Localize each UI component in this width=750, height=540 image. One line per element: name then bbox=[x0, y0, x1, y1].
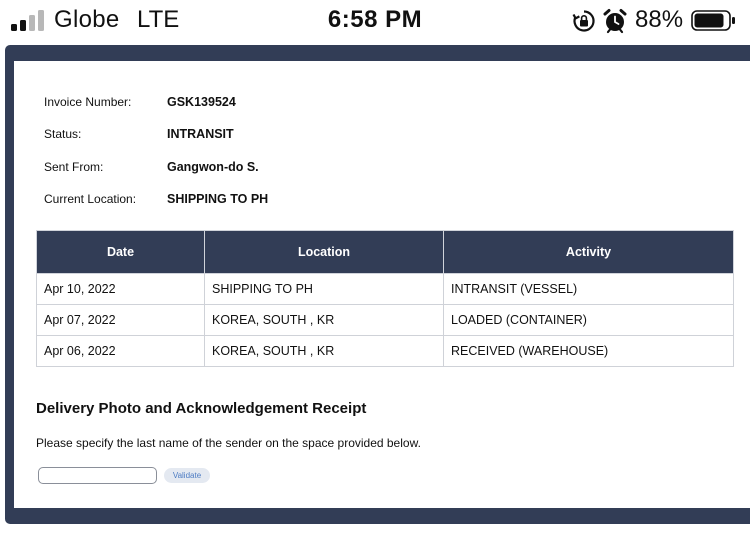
row-date: Apr 07, 2022 bbox=[37, 305, 205, 336]
clock: 6:58 PM bbox=[327, 6, 423, 33]
row-location: KOREA, SOUTH , KR bbox=[205, 336, 444, 367]
validate-button[interactable]: Validate bbox=[164, 468, 210, 483]
sent-from-value: Gangwon-do S. bbox=[167, 160, 259, 174]
sent-from-label: Sent From: bbox=[44, 160, 104, 174]
status-bar bbox=[0, 0, 750, 40]
row-date: Apr 06, 2022 bbox=[37, 336, 205, 367]
table-row bbox=[37, 336, 734, 367]
current-location-value: SHIPPING TO PH bbox=[167, 192, 269, 206]
row-location: SHIPPING TO PH bbox=[205, 274, 444, 305]
header-date: Date bbox=[37, 231, 205, 274]
delivery-instructions: Please specify the last name of the sender on the space provided below. bbox=[36, 436, 421, 450]
row-activity: INTRANSIT (VESSEL) bbox=[444, 274, 734, 305]
invoice-value: GSK139524 bbox=[167, 95, 236, 109]
delivery-section-title: Delivery Photo and Acknowledgement Receipt bbox=[36, 400, 367, 417]
header-location: Location bbox=[205, 231, 444, 274]
table-row bbox=[37, 274, 734, 305]
status-value: INTRANSIT bbox=[167, 127, 234, 141]
battery-icon bbox=[691, 10, 736, 31]
tracking-history-table bbox=[36, 230, 734, 367]
status-label: Status: bbox=[44, 127, 82, 141]
table-header-row bbox=[37, 231, 734, 274]
network-type: LTE bbox=[137, 6, 180, 33]
row-activity: LOADED (CONTAINER) bbox=[444, 305, 734, 336]
carrier-name: Globe bbox=[54, 6, 120, 33]
rotation-lock-icon bbox=[572, 9, 596, 33]
alarm-icon bbox=[603, 8, 627, 34]
row-date: Apr 10, 2022 bbox=[37, 274, 205, 305]
battery-percentage: 88% bbox=[635, 6, 684, 33]
current-location-label: Current Location: bbox=[44, 192, 137, 206]
sender-last-name-input[interactable] bbox=[38, 467, 157, 484]
header-activity: Activity bbox=[444, 231, 734, 274]
row-location: KOREA, SOUTH , KR bbox=[205, 305, 444, 336]
table-row bbox=[37, 305, 734, 336]
row-activity: RECEIVED (WAREHOUSE) bbox=[444, 336, 734, 367]
invoice-label: Invoice Number: bbox=[44, 95, 132, 109]
